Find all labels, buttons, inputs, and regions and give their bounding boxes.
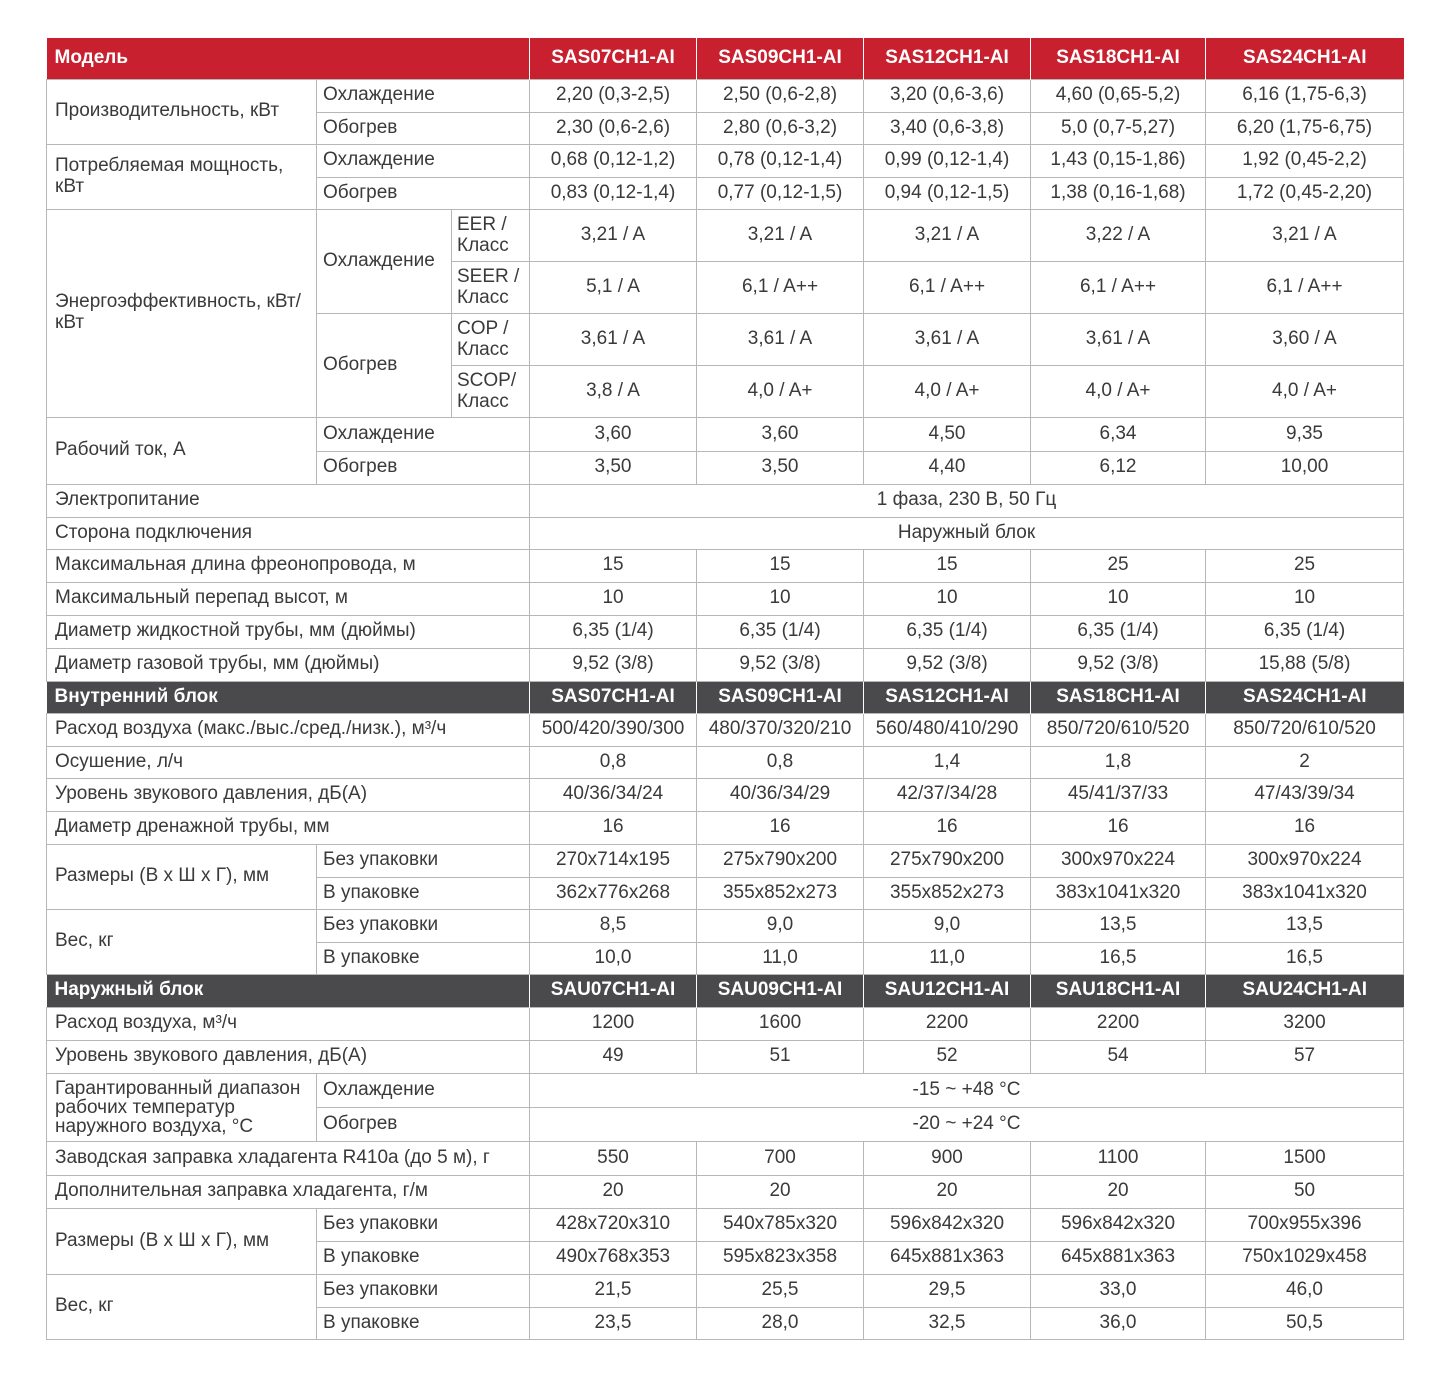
in-pack-label: В упаковке bbox=[317, 877, 530, 909]
model-name: SAU09CH1-AI bbox=[697, 974, 864, 1007]
indoor-dehum-label: Осушение, л/ч bbox=[47, 746, 530, 778]
value-cell: 3,50 bbox=[697, 451, 864, 484]
value-cell: 3,20 (0,6-3,6) bbox=[864, 79, 1031, 112]
value-cell: 1,43 (0,15-1,86) bbox=[1031, 144, 1206, 177]
value-cell: 6,1 / A++ bbox=[1031, 261, 1206, 313]
value-cell: 10 bbox=[864, 582, 1031, 615]
model-name: SAS18CH1-AI bbox=[1031, 38, 1206, 79]
value-cell: 11,0 bbox=[697, 942, 864, 974]
value-cell: 2,50 (0,6-2,8) bbox=[697, 79, 864, 112]
value-cell: 3,21 / A bbox=[1206, 209, 1404, 261]
indoor-noise-row bbox=[47, 778, 1404, 811]
value-cell: 16 bbox=[1031, 811, 1206, 844]
value-cell: 3,61 / A bbox=[1031, 313, 1206, 365]
value-cell: 10,00 bbox=[1206, 451, 1404, 484]
no-pack-label: Без упаковки bbox=[317, 1274, 530, 1307]
model-name: SAS09CH1-AI bbox=[697, 38, 864, 79]
value-cell: 4,0 / A+ bbox=[864, 365, 1031, 417]
value-cell: 1,38 (0,16-1,68) bbox=[1031, 177, 1206, 209]
value-cell: 275x790x200 bbox=[864, 844, 1031, 877]
factory-charge-label: Заводская заправка хладагента R410a (до 5 м), г bbox=[47, 1141, 530, 1175]
value-cell: 480/370/320/210 bbox=[697, 713, 864, 746]
value-cell: 40/36/34/24 bbox=[530, 778, 697, 811]
value-cell: 750x1029x458 bbox=[1206, 1241, 1404, 1274]
value-cell: 0,77 (0,12-1,5) bbox=[697, 177, 864, 209]
current-cooling-row bbox=[47, 417, 1404, 451]
value-cell: 1,4 bbox=[864, 746, 1031, 778]
value-cell: 32,5 bbox=[864, 1307, 1031, 1339]
current-label: Рабочий ток, А bbox=[47, 417, 317, 484]
eer-row bbox=[47, 209, 1404, 261]
mode-cooling-label: Охлаждение bbox=[317, 144, 530, 177]
factory-charge-row bbox=[47, 1141, 1404, 1175]
value-cell: 3,61 / A bbox=[864, 313, 1031, 365]
gas-pipe-label: Диаметр газовой трубы, мм (дюймы) bbox=[47, 648, 530, 681]
model-name: SAS07CH1-AI bbox=[530, 681, 697, 713]
value-cell: 57 bbox=[1206, 1040, 1404, 1073]
value-cell: 33,0 bbox=[1031, 1274, 1206, 1307]
in-pack-label: В упаковке bbox=[317, 1307, 530, 1339]
value-cell: 20 bbox=[1031, 1175, 1206, 1208]
value-cell: 6,1 / A++ bbox=[1206, 261, 1404, 313]
value-cell: 270x714x195 bbox=[530, 844, 697, 877]
value-cell: 5,0 (0,7-5,27) bbox=[1031, 112, 1206, 144]
value-cell: 6,35 (1/4) bbox=[1206, 615, 1404, 648]
value-cell: 1200 bbox=[530, 1007, 697, 1040]
value-cell: 21,5 bbox=[530, 1274, 697, 1307]
model-name: SAU18CH1-AI bbox=[1031, 974, 1206, 1007]
model-name: SAU07CH1-AI bbox=[530, 974, 697, 1007]
value-cell: 362x776x268 bbox=[530, 877, 697, 909]
power-supply-label: Электропитание bbox=[47, 484, 530, 517]
value-cell: 6,1 / A++ bbox=[697, 261, 864, 313]
value-cell: 3,21 / A bbox=[697, 209, 864, 261]
value-cell: 355x852x273 bbox=[697, 877, 864, 909]
indoor-drain-label: Диаметр дренажной трубы, мм bbox=[47, 811, 530, 844]
spec-body bbox=[47, 38, 1404, 1339]
no-pack-label: Без упаковки bbox=[317, 844, 530, 877]
value-cell: 52 bbox=[864, 1040, 1031, 1073]
value-cell: 540x785x320 bbox=[697, 1208, 864, 1241]
value-cell: 8,5 bbox=[530, 909, 697, 942]
outdoor-noise-label: Уровень звукового давления, дБ(А) bbox=[47, 1040, 530, 1073]
in-pack-label: В упаковке bbox=[317, 942, 530, 974]
value-cell: 6,35 (1/4) bbox=[1031, 615, 1206, 648]
value-cell: 10,0 bbox=[530, 942, 697, 974]
indoor-airflow-label: Расход воздуха (макс./выс./сред./низк.), м³/ч bbox=[47, 713, 530, 746]
outdoor-dims-label: Размеры (В x Ш x Г), мм bbox=[47, 1208, 317, 1274]
indoor-drain-row bbox=[47, 811, 1404, 844]
value-cell: 46,0 bbox=[1206, 1274, 1404, 1307]
value-cell: 16 bbox=[697, 811, 864, 844]
value-cell: 0,99 (0,12-1,4) bbox=[864, 144, 1031, 177]
capacity-cooling-row bbox=[47, 79, 1404, 112]
value-cell: 700 bbox=[697, 1141, 864, 1175]
mode-cooling-label: Охлаждение bbox=[317, 209, 452, 313]
value-cell: 25 bbox=[1206, 549, 1404, 582]
mode-heating-label: Обогрев bbox=[317, 112, 530, 144]
value-cell: 275x790x200 bbox=[697, 844, 864, 877]
value-cell: 29,5 bbox=[864, 1274, 1031, 1307]
temp-range-cooling-value: -15 ~ +48 °С bbox=[530, 1073, 1404, 1107]
value-cell: 3,40 (0,6-3,8) bbox=[864, 112, 1031, 144]
value-cell: 6,16 (1,75-6,3) bbox=[1206, 79, 1404, 112]
model-name: SAS12CH1-AI bbox=[864, 681, 1031, 713]
max-height-diff-label: Максимальный перепад высот, м bbox=[47, 582, 530, 615]
value-cell: 6,35 (1/4) bbox=[530, 615, 697, 648]
value-cell: 45/41/37/33 bbox=[1031, 778, 1206, 811]
value-cell: 850/720/610/520 bbox=[1206, 713, 1404, 746]
indoor-dehum-row bbox=[47, 746, 1404, 778]
value-cell: 16,5 bbox=[1031, 942, 1206, 974]
outdoor-temp-cooling-row bbox=[47, 1073, 1404, 1107]
value-cell: 0,94 (0,12-1,5) bbox=[864, 177, 1031, 209]
value-cell: 47/43/39/34 bbox=[1206, 778, 1404, 811]
indoor-dims-nopack-row bbox=[47, 844, 1404, 877]
power-label: Потребляемая мощность, кВт bbox=[47, 144, 317, 209]
outdoor-dims-nopack-row bbox=[47, 1208, 1404, 1241]
value-cell: 11,0 bbox=[864, 942, 1031, 974]
value-cell: 4,0 / A+ bbox=[697, 365, 864, 417]
model-name: SAS07CH1-AI bbox=[530, 38, 697, 79]
eer-label: EER / Класс bbox=[452, 209, 530, 261]
value-cell: 49 bbox=[530, 1040, 697, 1073]
value-cell: 4,50 bbox=[864, 417, 1031, 451]
value-cell: 0,68 (0,12-1,2) bbox=[530, 144, 697, 177]
value-cell: 9,52 (3/8) bbox=[864, 648, 1031, 681]
value-cell: 1500 bbox=[1206, 1141, 1404, 1175]
outdoor-weight-label: Вес, кг bbox=[47, 1274, 317, 1339]
value-cell: 900 bbox=[864, 1141, 1031, 1175]
value-cell: 9,52 (3/8) bbox=[697, 648, 864, 681]
indoor-weight-nopack-row bbox=[47, 909, 1404, 942]
mode-cooling-label: Охлаждение bbox=[317, 1073, 530, 1107]
value-cell: 51 bbox=[697, 1040, 864, 1073]
power-supply-value: 1 фаза, 230 В, 50 Гц bbox=[530, 484, 1404, 517]
cop-label: COP / Класс bbox=[452, 313, 530, 365]
value-cell: 50 bbox=[1206, 1175, 1404, 1208]
add-charge-row bbox=[47, 1175, 1404, 1208]
value-cell: 5,1 / A bbox=[530, 261, 697, 313]
outdoor-noise-row bbox=[47, 1040, 1404, 1073]
value-cell: 3,22 / A bbox=[1031, 209, 1206, 261]
connection-side-label: Сторона подключения bbox=[47, 517, 530, 549]
value-cell: 16 bbox=[1206, 811, 1404, 844]
mode-heating-label: Обогрев bbox=[317, 313, 452, 417]
value-cell: 2200 bbox=[864, 1007, 1031, 1040]
value-cell: 2,80 (0,6-3,2) bbox=[697, 112, 864, 144]
max-height-diff-row bbox=[47, 582, 1404, 615]
value-cell: 3,50 bbox=[530, 451, 697, 484]
value-cell: 490x768x353 bbox=[530, 1241, 697, 1274]
outdoor-header-row bbox=[47, 974, 1404, 1007]
value-cell: 1,92 (0,45-2,2) bbox=[1206, 144, 1404, 177]
scop-label: SCOP/ Класс bbox=[452, 365, 530, 417]
value-cell: 54 bbox=[1031, 1040, 1206, 1073]
value-cell: 4,40 bbox=[864, 451, 1031, 484]
value-cell: 550 bbox=[530, 1141, 697, 1175]
value-cell: 10 bbox=[1206, 582, 1404, 615]
value-cell: 645x881x363 bbox=[864, 1241, 1031, 1274]
value-cell: 500/420/390/300 bbox=[530, 713, 697, 746]
value-cell: 2,30 (0,6-2,6) bbox=[530, 112, 697, 144]
value-cell: 25,5 bbox=[697, 1274, 864, 1307]
value-cell: 15 bbox=[697, 549, 864, 582]
value-cell: 3,60 / A bbox=[1206, 313, 1404, 365]
value-cell: 16 bbox=[864, 811, 1031, 844]
value-cell: 6,1 / A++ bbox=[864, 261, 1031, 313]
value-cell: 300x970x224 bbox=[1031, 844, 1206, 877]
outdoor-header-label: Наружный блок bbox=[47, 974, 530, 1007]
value-cell: 300x970x224 bbox=[1206, 844, 1404, 877]
value-cell: 42/37/34/28 bbox=[864, 778, 1031, 811]
mode-cooling-label: Охлаждение bbox=[317, 417, 530, 451]
value-cell: 50,5 bbox=[1206, 1307, 1404, 1339]
value-cell: 9,0 bbox=[864, 909, 1031, 942]
spec-table bbox=[46, 38, 1404, 1340]
max-pipe-length-row bbox=[47, 549, 1404, 582]
value-cell: 596x842x320 bbox=[864, 1208, 1031, 1241]
value-cell: 2,20 (0,3-2,5) bbox=[530, 79, 697, 112]
value-cell: 6,12 bbox=[1031, 451, 1206, 484]
value-cell: 10 bbox=[1031, 582, 1206, 615]
mode-cooling-label: Охлаждение bbox=[317, 79, 530, 112]
value-cell: 6,35 (1/4) bbox=[697, 615, 864, 648]
value-cell: 383x1041x320 bbox=[1031, 877, 1206, 909]
value-cell: 0,78 (0,12-1,4) bbox=[697, 144, 864, 177]
value-cell: 3200 bbox=[1206, 1007, 1404, 1040]
outdoor-weight-nopack-row bbox=[47, 1274, 1404, 1307]
value-cell: 645x881x363 bbox=[1031, 1241, 1206, 1274]
indoor-header-label: Внутренний блок bbox=[47, 681, 530, 713]
value-cell: 20 bbox=[530, 1175, 697, 1208]
capacity-label: Производительность, кВт bbox=[47, 79, 317, 144]
value-cell: 20 bbox=[864, 1175, 1031, 1208]
value-cell: 13,5 bbox=[1031, 909, 1206, 942]
connection-side-row bbox=[47, 517, 1404, 549]
value-cell: 0,8 bbox=[530, 746, 697, 778]
gas-pipe-row bbox=[47, 648, 1404, 681]
in-pack-label: В упаковке bbox=[317, 1241, 530, 1274]
value-cell: 3,61 / A bbox=[530, 313, 697, 365]
value-cell: 40/36/34/29 bbox=[697, 778, 864, 811]
value-cell: 4,60 (0,65-5,2) bbox=[1031, 79, 1206, 112]
value-cell: 1,72 (0,45-2,20) bbox=[1206, 177, 1404, 209]
value-cell: 16 bbox=[530, 811, 697, 844]
value-cell: 23,5 bbox=[530, 1307, 697, 1339]
indoor-dims-label: Размеры (В x Ш x Г), мм bbox=[47, 844, 317, 909]
value-cell: 850/720/610/520 bbox=[1031, 713, 1206, 746]
model-name: SAS18CH1-AI bbox=[1031, 681, 1206, 713]
value-cell: 9,52 (3/8) bbox=[1031, 648, 1206, 681]
add-charge-label: Дополнительная заправка хладагента, г/м bbox=[47, 1175, 530, 1208]
value-cell: 560/480/410/290 bbox=[864, 713, 1031, 746]
value-cell: 15,88 (5/8) bbox=[1206, 648, 1404, 681]
value-cell: 6,34 bbox=[1031, 417, 1206, 451]
value-cell: 16,5 bbox=[1206, 942, 1404, 974]
model-name: SAS12CH1-AI bbox=[864, 38, 1031, 79]
value-cell: 3,21 / A bbox=[864, 209, 1031, 261]
value-cell: 3,60 bbox=[530, 417, 697, 451]
value-cell: 4,0 / A+ bbox=[1206, 365, 1404, 417]
value-cell: 2200 bbox=[1031, 1007, 1206, 1040]
value-cell: 4,0 / A+ bbox=[1031, 365, 1206, 417]
value-cell: 3,21 / A bbox=[530, 209, 697, 261]
value-cell: 9,52 (3/8) bbox=[530, 648, 697, 681]
indoor-noise-label: Уровень звукового давления, дБ(А) bbox=[47, 778, 530, 811]
indoor-airflow-row bbox=[47, 713, 1404, 746]
max-pipe-length-label: Максимальная длина фреонопровода, м bbox=[47, 549, 530, 582]
value-cell: 1,8 bbox=[1031, 746, 1206, 778]
value-cell: 10 bbox=[530, 582, 697, 615]
value-cell: 0,83 (0,12-1,4) bbox=[530, 177, 697, 209]
indoor-weight-label: Вес, кг bbox=[47, 909, 317, 974]
value-cell: 3,8 / A bbox=[530, 365, 697, 417]
model-name: SAS09CH1-AI bbox=[697, 681, 864, 713]
value-cell: 355x852x273 bbox=[864, 877, 1031, 909]
model-name: SAU12CH1-AI bbox=[864, 974, 1031, 1007]
value-cell: 15 bbox=[530, 549, 697, 582]
value-cell: 383x1041x320 bbox=[1206, 877, 1404, 909]
value-cell: 20 bbox=[697, 1175, 864, 1208]
outdoor-airflow-label: Расход воздуха, м³/ч bbox=[47, 1007, 530, 1040]
value-cell: 6,20 (1,75-6,75) bbox=[1206, 112, 1404, 144]
value-cell: 700x955x396 bbox=[1206, 1208, 1404, 1241]
value-cell: 0,8 bbox=[697, 746, 864, 778]
power-supply-row bbox=[47, 484, 1404, 517]
model-name: SAS24CH1-AI bbox=[1206, 681, 1404, 713]
outdoor-airflow-row bbox=[47, 1007, 1404, 1040]
value-cell: 3,61 / A bbox=[697, 313, 864, 365]
power-cooling-row bbox=[47, 144, 1404, 177]
value-cell: 36,0 bbox=[1031, 1307, 1206, 1339]
model-name: SAU24CH1-AI bbox=[1206, 974, 1404, 1007]
value-cell: 428x720x310 bbox=[530, 1208, 697, 1241]
model-header-label: Модель bbox=[47, 38, 530, 79]
indoor-header-row bbox=[47, 681, 1404, 713]
model-header-row bbox=[47, 38, 1404, 79]
value-cell: 9,0 bbox=[697, 909, 864, 942]
mode-heating-label: Обогрев bbox=[317, 177, 530, 209]
connection-side-value: Наружный блок bbox=[530, 517, 1404, 549]
value-cell: 6,35 (1/4) bbox=[864, 615, 1031, 648]
liquid-pipe-label: Диаметр жидкостной трубы, мм (дюймы) bbox=[47, 615, 530, 648]
temp-range-heating-value: -20 ~ +24 °С bbox=[530, 1107, 1404, 1141]
value-cell: 596x842x320 bbox=[1031, 1208, 1206, 1241]
mode-heating-label: Обогрев bbox=[317, 1107, 530, 1141]
value-cell: 10 bbox=[697, 582, 864, 615]
value-cell: 2 bbox=[1206, 746, 1404, 778]
value-cell: 15 bbox=[864, 549, 1031, 582]
value-cell: 28,0 bbox=[697, 1307, 864, 1339]
value-cell: 1100 bbox=[1031, 1141, 1206, 1175]
value-cell: 13,5 bbox=[1206, 909, 1404, 942]
liquid-pipe-row bbox=[47, 615, 1404, 648]
value-cell: 1600 bbox=[697, 1007, 864, 1040]
model-name: SAS24CH1-AI bbox=[1206, 38, 1404, 79]
mode-heating-label: Обогрев bbox=[317, 451, 530, 484]
no-pack-label: Без упаковки bbox=[317, 1208, 530, 1241]
efficiency-label: Энергоэффективность, кВт/кВт bbox=[47, 209, 317, 417]
value-cell: 25 bbox=[1031, 549, 1206, 582]
seer-label: SEER / Класс bbox=[452, 261, 530, 313]
outdoor-temp-range-label: Гарантированный диапазон рабочих температур наружного воздуха, °С bbox=[47, 1073, 317, 1141]
no-pack-label: Без упаковки bbox=[317, 909, 530, 942]
value-cell: 3,60 bbox=[697, 417, 864, 451]
value-cell: 9,35 bbox=[1206, 417, 1404, 451]
value-cell: 595x823x358 bbox=[697, 1241, 864, 1274]
